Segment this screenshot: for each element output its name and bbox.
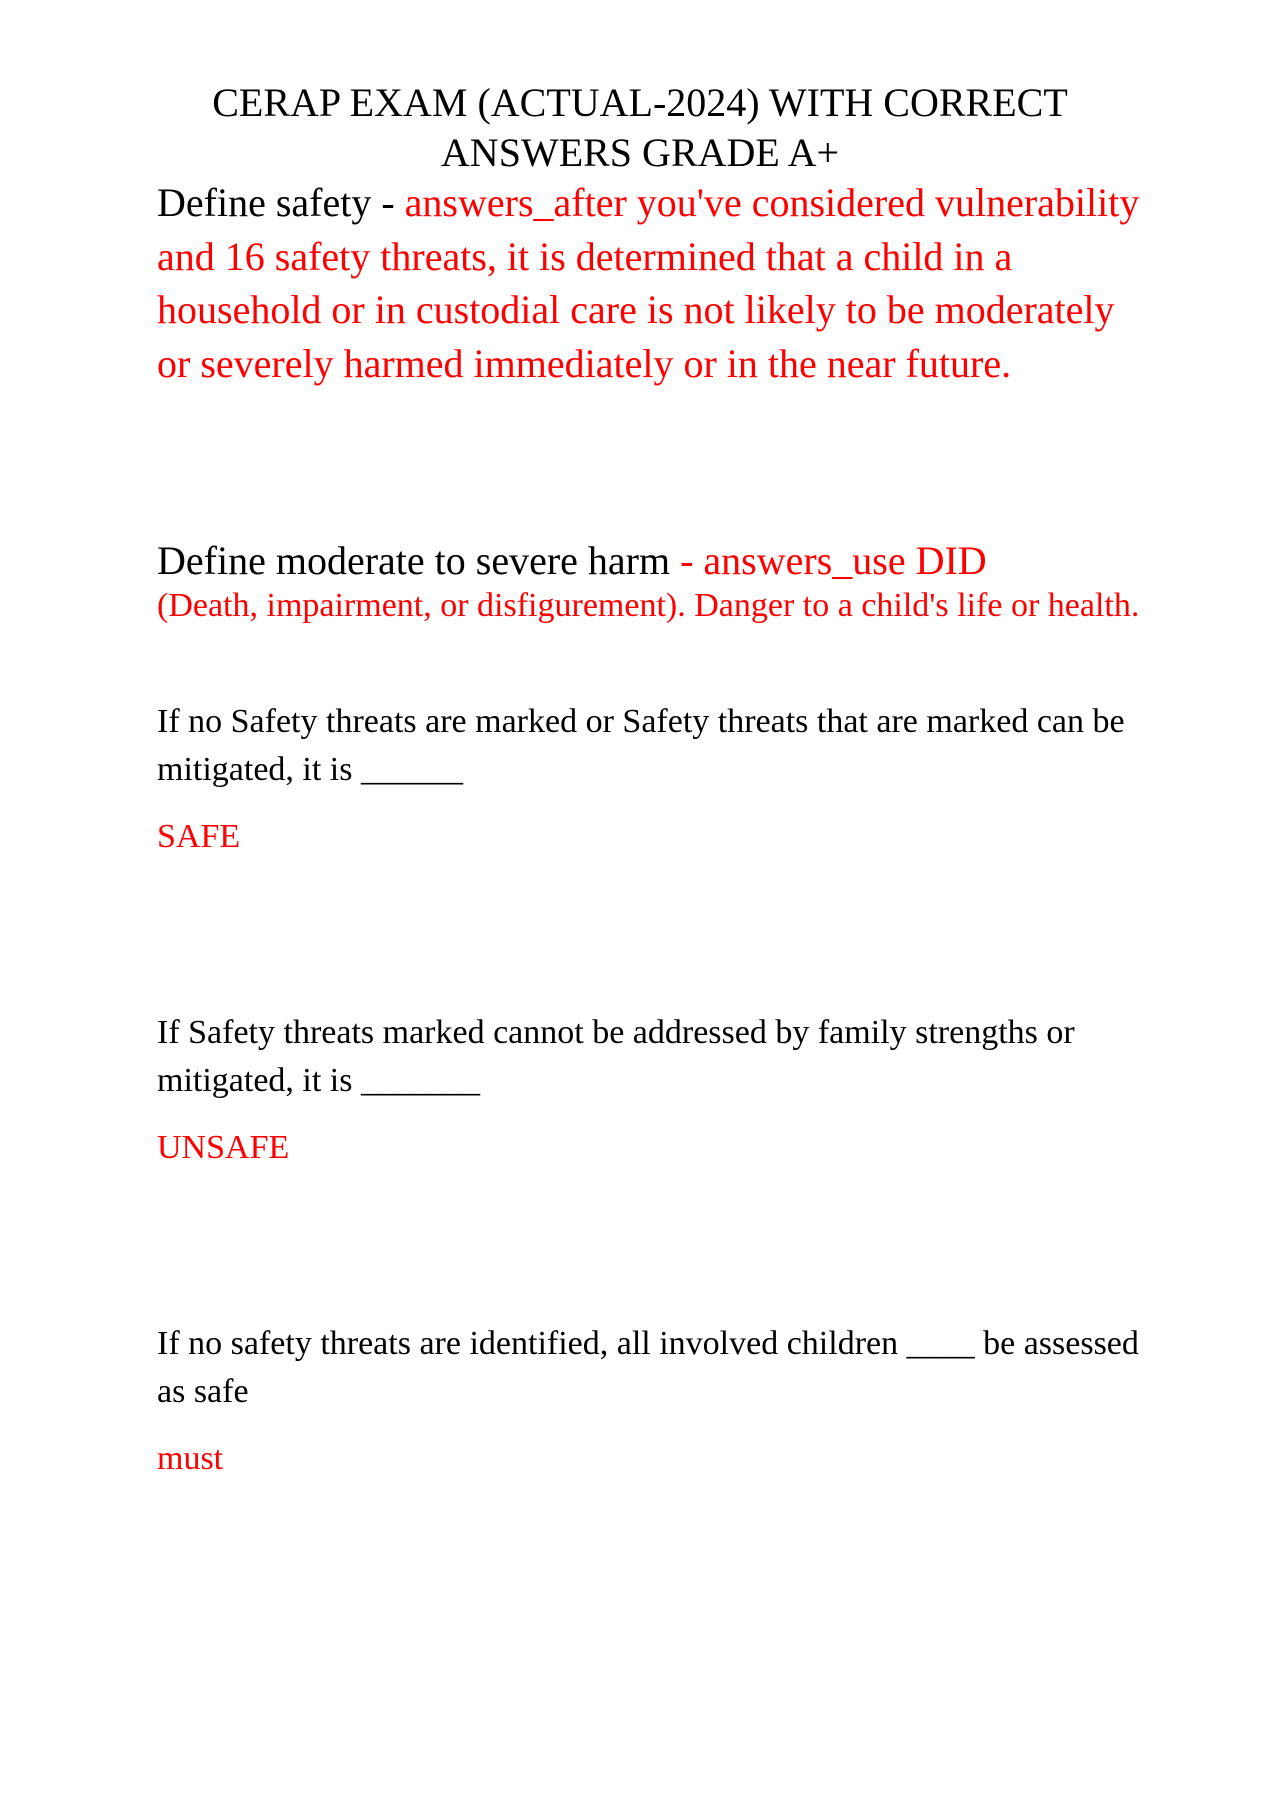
answer-text-part-2: (Death, impairment, or disfigurement). Danger to a child's life or health. [157, 587, 1140, 624]
question-must: If no safety threats are identified, all involved children ____ be assessed as safe [157, 1325, 1139, 1410]
answer-safe: SAFE [157, 818, 241, 855]
question-text: Define moderate to severe harm [157, 538, 671, 583]
document-title [140, 78, 1140, 178]
question-unsafe: If Safety threats marked cannot be addressed by family strengths or mitigated, it is _______ [157, 1014, 1075, 1099]
answer-unsafe: UNSAFE [157, 1129, 290, 1166]
answer-text-part-1: - answers_use DID [670, 538, 987, 583]
question-text: Define safety - [157, 180, 405, 225]
title-line-1: CERAP EXAM (ACTUAL-2024) WITH CORRECT [212, 80, 1068, 125]
answer-must: must [157, 1440, 224, 1477]
answer-text: answers_after you've considered vulnerability and 16 safety threats, it is determined that a child in a household or in custodial care is not likely to be moderately or severely harmed immediately or in the near future. [157, 180, 1140, 386]
title-line-2: ANSWERS GRADE A+ [440, 130, 840, 175]
qa-item-define-safety [157, 176, 1157, 390]
question-safe: If no Safety threats are marked or Safety threats that are marked can be mitigated, it is ______ [157, 703, 1125, 788]
qa-item-define-harm [157, 534, 1157, 587]
